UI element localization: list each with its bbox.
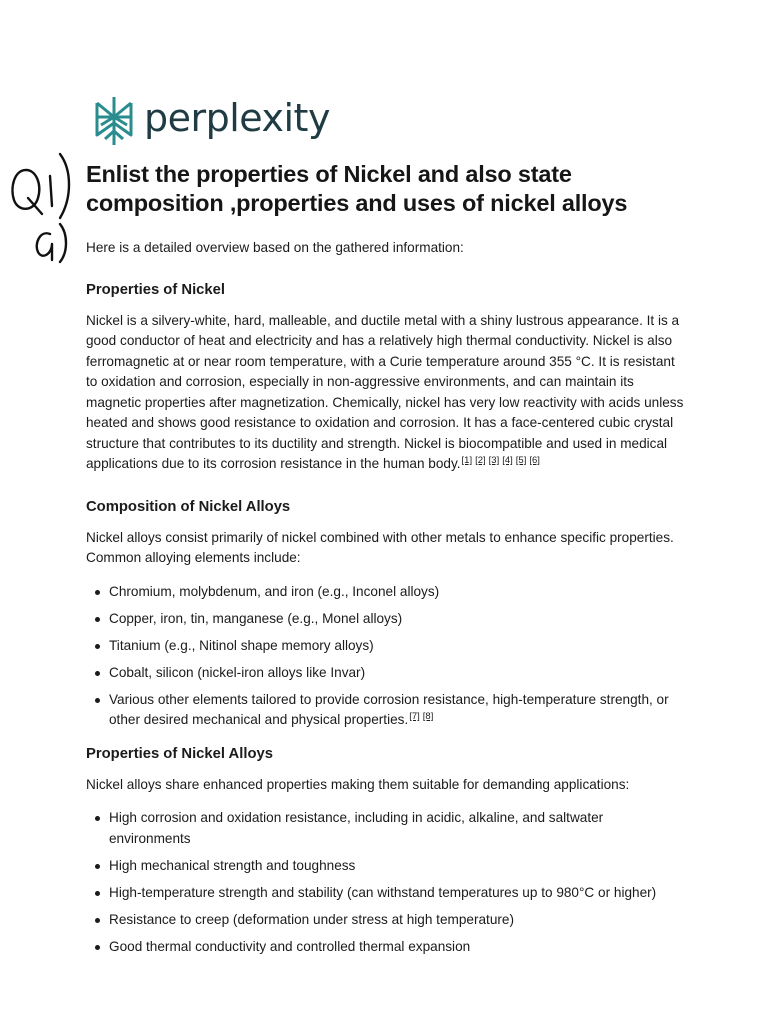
citation-link[interactable]: [7] — [409, 711, 420, 722]
citation-link[interactable]: [3] — [488, 455, 500, 466]
intro-text: Here is a detailed overview based on the gathered information: — [86, 240, 464, 255]
page-title: Enlist the properties of Nickel and also state composition ,properties and uses of nickel alloys — [86, 161, 628, 216]
list-item: High mechanical strength and toughness — [86, 856, 686, 877]
citation-link[interactable]: [5] — [515, 455, 527, 466]
section-heading-nickel: Properties of Nickel — [86, 281, 225, 298]
list-item: High corrosion and oxidation resistance, including in acidic, alkaline, and saltwater environments — [86, 808, 686, 849]
section-heading-composition: Composition of Nickel Alloys — [86, 498, 291, 515]
handwritten-annotation — [4, 148, 76, 273]
perplexity-logo — [93, 93, 330, 149]
brand-name: perplexity — [144, 96, 330, 140]
citation-link[interactable]: [8] — [422, 711, 434, 722]
list-item: High-temperature strength and stability (can withstand temperatures up to 980°C or higher) — [86, 883, 686, 904]
list-item: Good thermal conductivity and controlled thermal expansion — [86, 937, 686, 958]
composition-list — [86, 582, 686, 731]
list-item — [86, 690, 686, 731]
citation-group — [462, 455, 543, 466]
citation-link[interactable]: [2] — [475, 455, 486, 466]
alloy-properties-list — [86, 808, 686, 957]
citation-link[interactable]: [4] — [502, 455, 513, 466]
list-item: Chromium, molybdenum, and iron (e.g., Inconel alloys) — [86, 582, 686, 603]
perplexity-logo-icon — [93, 95, 135, 147]
list-item: Copper, iron, tin, manganese (e.g., Monel alloys) — [86, 609, 686, 630]
list-item: Cobalt, silicon (nickel-iron alloys like Invar) — [86, 663, 686, 684]
citation-link[interactable]: [6] — [529, 455, 540, 466]
section-body-alloy-properties: Nickel alloys share enhanced properties making them suitable for demanding applications: — [86, 776, 630, 792]
section-body-composition: Nickel alloys consist primarily of nickel combined with other metals to enhance specific properties. Common alloying elements include: — [86, 529, 674, 565]
citation-link[interactable]: [1] — [461, 455, 473, 466]
citation-group — [409, 711, 436, 722]
answer-content — [86, 160, 686, 964]
section-heading-alloy-properties: Properties of Nickel Alloys — [86, 745, 273, 762]
section-body-nickel — [86, 311, 686, 475]
nickel-body-text: Nickel is a silvery-white, hard, malleable, and ductile metal with a shiny lustrous appearance. It is a good conductor of heat and electricity and has a relatively high thermal conductivity. Nickel is also ferromagnetic at or near room temperature, with a Curie temperature around 355 °C. It is resistant to oxidation and corrosion, especially in non-aggressive environments, and can maintain its magnetic properties after magnetization. Chemically, nickel has very low reactivity with acids unless heated and shows good resistance to oxidation and corrosion. It has a face-centered cubic crystal structure that contributes to its ductility and strength. Nickel is biocompatible and used in medical applications due to its corrosion resistance in the human body. — [86, 312, 684, 471]
list-item-text: Various other elements tailored to provide corrosion resistance, high-temperature strength, or other desired mechanical and physical properties. — [109, 691, 669, 727]
list-item: Titanium (e.g., Nitinol shape memory alloys) — [86, 636, 686, 657]
list-item: Resistance to creep (deformation under stress at high temperature) — [86, 910, 686, 931]
handwriting-text — [76, 148, 77, 149]
